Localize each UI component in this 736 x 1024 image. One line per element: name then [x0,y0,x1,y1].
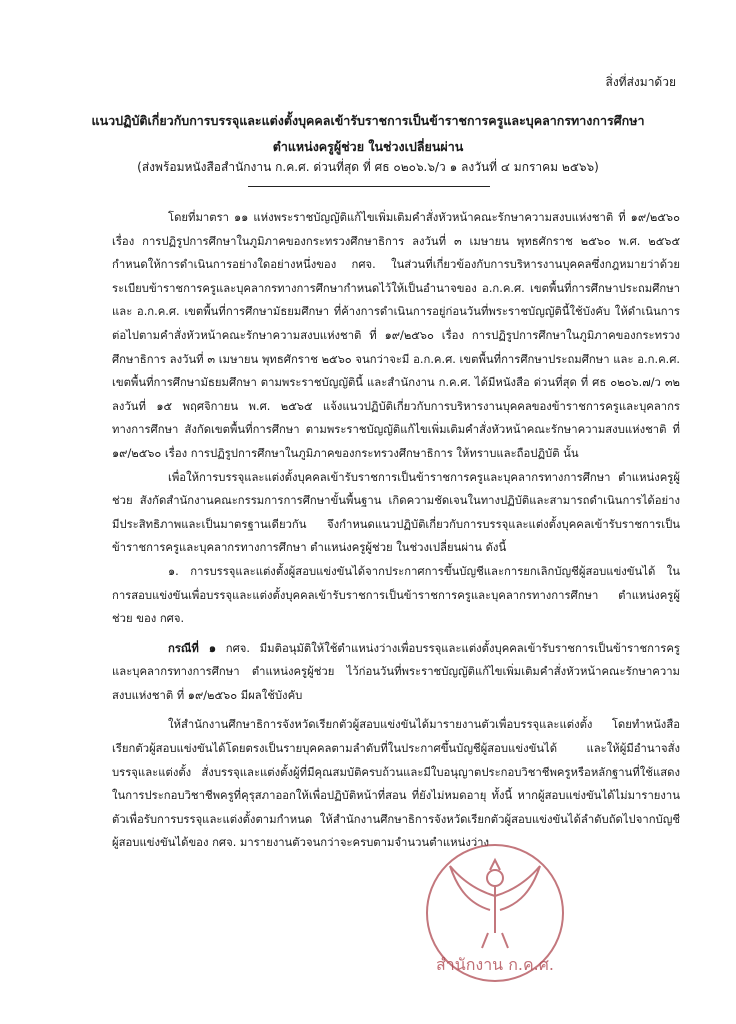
document-subtitle: (ส่งพร้อมหนังสือสำนักงาน ก.ค.ศ. ด่วนที่สุด ที่ ศธ ๐๒๐๖.๖/ว ๑ ลงวันที่ ๔ มกราคม ๒๕๖๖) [137,160,599,174]
attachment-label: สิ่งที่ส่งมาด้วย [605,75,676,89]
paragraph-case-1 [112,637,680,708]
case-1-text: กศจ. มีมติอนุมัติให้ใช้ตำแหน่งว่างเพื่อบรรจุและแต่งตั้งบุคคลเข้ารับราชการเป็นข้าราชการครูและบุคลากรทางการศึกษา ตำแหน่งครูผู้ช่วย ไว้ก่อนวันที่พระราชบัญญัติแก้ไขเพิ่มเติมคำสั่งหัวหน้าคณะรักษาความสงบแห่งชาติ ที่ ๑๙/๒๕๖๐ มีผลใช้บังคับ [112,641,680,702]
official-seal [420,838,570,988]
garuda-seal-icon [420,838,570,988]
document-title-line2: ตำแหน่งครูผู้ช่วย ในช่วงเปลี่ยนผ่าน [272,139,464,154]
title-divider [248,186,490,187]
case-1-label: กรณีที่ ๑ [168,641,217,655]
paragraph-instruction: ให้สำนักงานศึกษาธิการจังหวัดเรียกตัวผู้สอบแข่งขันได้มารายงานตัวเพื่อบรรจุและแต่งตั้ง โดยทำหนังสือเรียกตัวผู้สอบแข่งขันได้โดยตรงเป็นรายบุคคลตามลำดับที่ในประกาศขึ้นบัญชีผู้สอบแข่งขันได้ และให้ผู้มีอำนาจสั่งบรรจุและแต่งตั้ง สั่งบรรจุและแต่งตั้งผู้ที่มีคุณสมบัติครบถ้วนและมีใบอนุญาตประกอบวิชาชีพครูหรือหลักฐานที่ใช้แสดงในการประกอบวิชาชีพครูที่คุรุสภาออกให้เพื่อปฏิบัติหน้าที่สอน ที่ยังไม่หมดอายุ ทั้งนี้ หากผู้สอบแข่งขันได้ไม่มารายงานตัวเพื่อรับการบรรจุและแต่งตั้งตามกำหนด ให้สำนักงานศึกษาธิการจังหวัดเรียกตัวผู้สอบแข่งขันได้ลำดับถัดไปจากบัญชีผู้สอบแข่งขันได้ของ กศจ. มารายงานตัวจนกว่าจะครบตามจำนวนตำแหน่งว่าง [112,718,680,850]
paragraph-purpose: เพื่อให้การบรรจุและแต่งตั้งบุคคลเข้ารับราชการเป็นข้าราชการครูและบุคลากรทางการศึกษา ตำแหน่งครูผู้ช่วย สังกัดสำนักงานคณะกรรมการการศึกษาขั้นพื้นฐาน เกิดความชัดเจนในทางปฏิบัติและสามารถดำเนินการได้อย่างมีประสิทธิภาพและเป็นมาตรฐานเดียวกัน จึงกำหนดแนวปฏิบัติเกี่ยวกับการบรรจุและแต่งตั้งบุคคลเข้ารับราชการเป็นข้าราชการครูและบุคลากรทางการศึกษา ตำแหน่งครูผู้ช่วย ในช่วงเปลี่ยนผ่าน ดังนี้ [112,470,680,555]
seal-text: สำนักงาน ก.ค.ศ. [436,955,554,974]
document-title-line1: แนวปฏิบัติเกี่ยวกับการบรรจุและแต่งตั้งบุคคลเข้ารับราชการเป็นข้าราชการครูและบุคลากรทางการศึกษา [91,113,645,128]
paragraph-item-1: ๑. การบรรจุและแต่งตั้งผู้สอบแข่งขันได้จากประกาศการขึ้นบัญชีและการยกเลิกบัญชีผู้สอบแข่งขันได้ ในการสอบแข่งขันเพื่อบรรจุและแต่งตั้งบุคคลเข้ารับราชการเป็นข้าราชการครูและบุคลากรทางการศึกษา ตำแหน่งครูผู้ช่วย ของ กศจ. [112,564,680,626]
paragraph-preamble: โดยที่มาตรา ๑๑ แห่งพระราชบัญญัติแก้ไขเพิ่มเติมคำสั่งหัวหน้าคณะรักษาความสงบแห่งชาติ ที่ ๑๙/๒๕๖๐ เรื่อง การปฏิรูปการศึกษาในภูมิภาคของกระทรวงศึกษาธิการ ลงวันที่ ๓ เมษายน พุทธศักราช ๒๕๖๐ พ.ศ. ๒๕๖๕ กำหนดให้การดำเนินการอย่างใดอย่างหนึ่งของ กศจ. ในส่วนที่เกี่ยวข้องกับการบริหารงานบุคคลซึ่งกฎหมายว่าด้วยระเบียบข้าราชการครูและบุคลากรทางการศึกษากำหนดไว้ให้เป็นอำนาจของ อ.ก.ค.ศ. เขตพื้นที่การศึกษาประถมศึกษา และ อ.ก.ค.ศ. เขตพื้นที่การศึกษามัธยมศึกษา ที่ค้างการดำเนินการอยู่ก่อนวันที่พระราชบัญญัตินี้ใช้บังคับ ให้ดำเนินการต่อไปตามคำสั่งหัวหน้าคณะรักษาความสงบแห่งชาติ ที่ ๑๙/๒๕๖๐ เรื่อง การปฏิรูปการศึกษาในภูมิภาคของกระทรวงศึกษาธิการ ลงวันที่ ๓ เมษายน พุทธศักราช ๒๕๖๐ จนกว่าจะมี อ.ก.ค.ศ. เขตพื้นที่การศึกษาประถมศึกษา และ อ.ก.ค.ศ. เขตพื้นที่การศึกษามัธยมศึกษา ตามพระราชบัญญัตินี้ และสำนักงาน ก.ค.ศ. ได้มีหนังสือ ด่วนที่สุด ที่ ศธ ๐๒๐๖.๗/ว ๓๒ ลงวันที่ ๑๕ พฤศจิกายน พ.ศ. ๒๕๖๕ แจ้งแนวปฏิบัติเกี่ยวกับการบริหารงานบุคคลของข้าราชการครูและบุคลากรทางการศึกษา สังกัดเขตพื้นที่การศึกษา ตามพระราชบัญญัติแก้ไขเพิ่มเติมคำสั่งหัวหน้าคณะรักษาความสงบแห่งชาติ ที่ ๑๙/๒๕๖๐ เรื่อง การปฏิรูปการศึกษาในภูมิภาคของกระทรวงศึกษาธิการ ให้ทราบและถือปฏิบัติ นั้น [112,211,680,460]
document-body [112,206,680,855]
